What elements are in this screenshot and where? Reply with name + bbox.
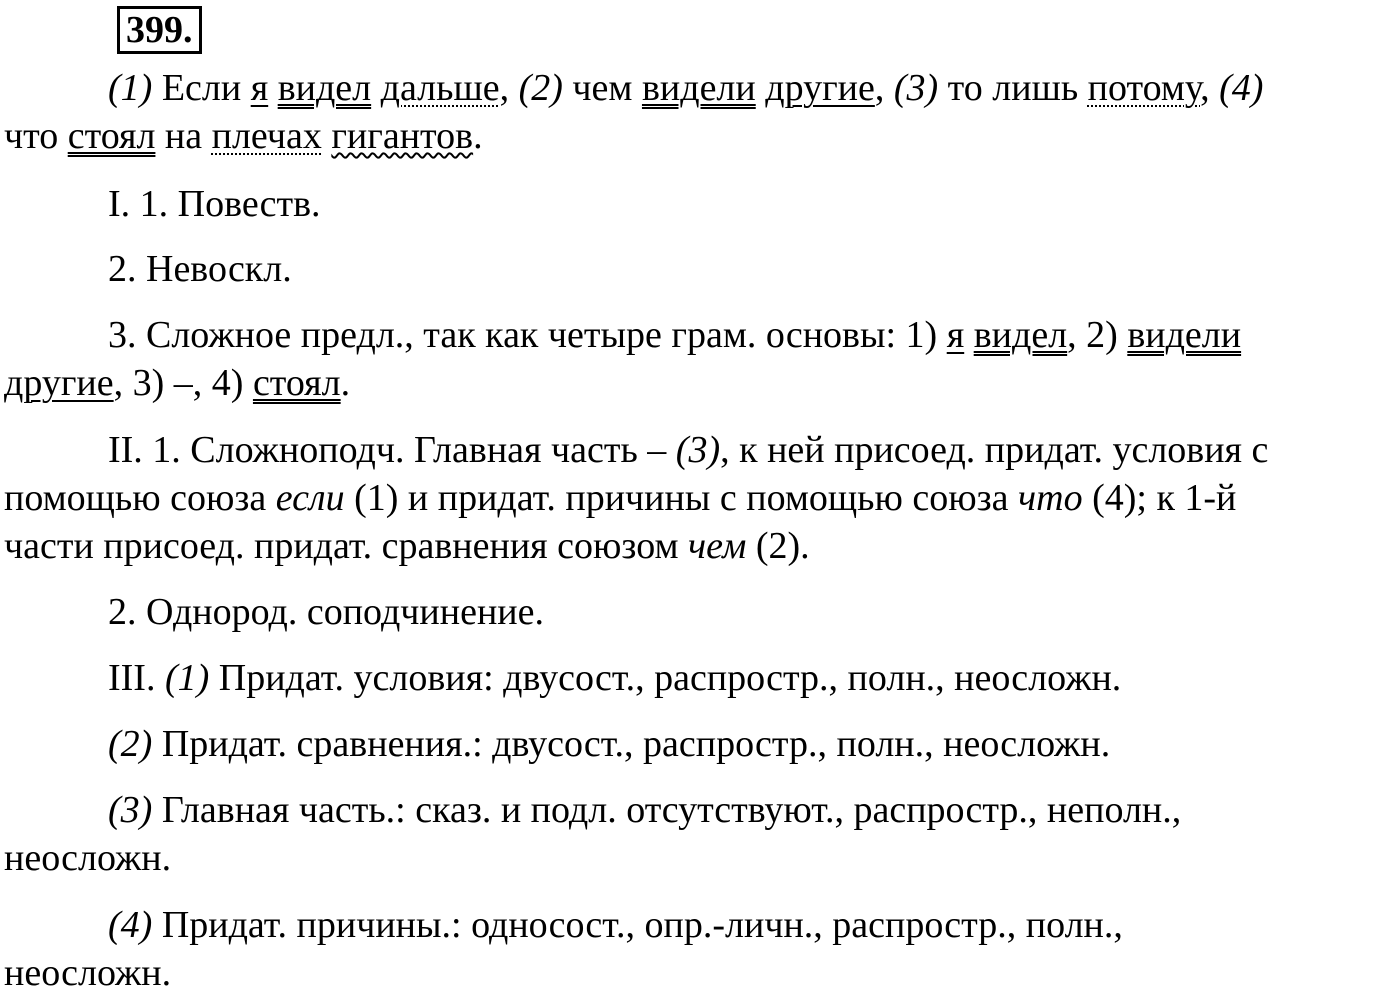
analysis-p4-line-2 bbox=[4, 474, 1398, 522]
subject-word: я bbox=[250, 67, 269, 109]
analysis-p1: I. 1. Повеств. bbox=[108, 183, 321, 225]
analysis-p6 bbox=[4, 654, 1398, 702]
sentence bbox=[4, 64, 1398, 160]
subject-word: другие bbox=[4, 362, 114, 404]
analysis-p9 bbox=[4, 901, 1398, 997]
predicate-word: видели bbox=[1127, 314, 1242, 356]
analysis-text: III. bbox=[108, 657, 165, 699]
analysis-p4-line-1 bbox=[4, 426, 1398, 474]
predicate-word: видел bbox=[277, 67, 372, 109]
analysis-text: части присоед. придат. сравнения союзом bbox=[4, 525, 689, 567]
analysis-text bbox=[964, 314, 974, 356]
analysis-p5: 2. Однород. соподчинение. bbox=[108, 591, 544, 633]
analysis-p8 bbox=[4, 786, 1398, 882]
predicate-word: стоял bbox=[67, 115, 156, 157]
sentence-text bbox=[371, 67, 381, 109]
sentence-text: то лишь bbox=[938, 67, 1088, 109]
clause-number-4: (4) bbox=[1219, 67, 1264, 109]
exercise-number: 399. bbox=[117, 6, 202, 54]
sentence-text: на bbox=[155, 115, 212, 157]
analysis-p3-line-1 bbox=[4, 311, 1398, 359]
subject-word: другие bbox=[765, 67, 875, 109]
clause-number-1: (1) bbox=[108, 67, 153, 109]
analysis-text: Придат. условия: двусост., распростр., полн., неосложн. bbox=[209, 657, 1122, 699]
analysis-text: , к ней присоед. придат. условия с bbox=[720, 429, 1269, 471]
analysis-text: (2). bbox=[746, 525, 810, 567]
clause-number-ref: (2) bbox=[108, 723, 153, 765]
analysis-text: 3. Сложное предл., так как четыре грам. основы: 1) bbox=[108, 314, 947, 356]
clause-number-ref: (3) bbox=[675, 429, 721, 471]
sentence-text: . bbox=[473, 115, 483, 157]
analysis-p8-line-1 bbox=[4, 786, 1398, 834]
analysis-p4 bbox=[4, 426, 1398, 570]
predicate-word: стоял bbox=[252, 362, 341, 404]
clause-number-ref: (4) bbox=[108, 904, 153, 946]
adverbial-word: потому bbox=[1087, 67, 1201, 109]
analysis-text: помощью союза bbox=[4, 477, 276, 519]
sentence-text: , bbox=[1200, 67, 1220, 109]
clause-number-3: (3) bbox=[893, 67, 939, 109]
predicate-word: видел bbox=[973, 314, 1068, 356]
clause-number-ref: (1) bbox=[164, 657, 210, 699]
analysis-text: Придат. сравнения.: двусост., распростр., полн., неосложн. bbox=[152, 723, 1111, 765]
sentence-text: чем bbox=[562, 67, 642, 109]
clause-number-2: (2) bbox=[518, 67, 563, 109]
sentence-text: , bbox=[874, 67, 894, 109]
analysis-p9-line-1 bbox=[4, 901, 1398, 949]
analysis-text: , 3) –, 4) bbox=[113, 362, 253, 404]
analysis-p9-line-2: неосложн. bbox=[4, 952, 172, 994]
sentence-text bbox=[756, 67, 766, 109]
adverbial-word: плечах bbox=[211, 115, 322, 157]
conjunction-word: если bbox=[275, 477, 345, 519]
analysis-text: , 2) bbox=[1067, 314, 1128, 356]
attribute-word: гигантов bbox=[331, 115, 474, 157]
analysis-text: (1) и придат. причины с помощью союза bbox=[344, 477, 1018, 519]
analysis-text: (4); к 1-й bbox=[1082, 477, 1237, 519]
analysis-text: II. 1. Сложноподч. Главная часть – bbox=[108, 429, 676, 471]
predicate-word: видели bbox=[641, 67, 756, 109]
analysis-p4-line-3 bbox=[4, 522, 1398, 570]
analysis-p3 bbox=[4, 311, 1398, 407]
sentence-text bbox=[322, 115, 332, 157]
analysis-p7 bbox=[4, 720, 1398, 768]
sentence-text: что bbox=[4, 115, 68, 157]
conjunction-word: чем bbox=[688, 525, 747, 567]
analysis-p2: 2. Невоскл. bbox=[108, 248, 292, 290]
analysis-p8-line-2: неосложн. bbox=[4, 837, 172, 879]
sentence-line-2 bbox=[4, 112, 1398, 160]
sentence-line-1 bbox=[4, 64, 1398, 112]
analysis-p3-line-2 bbox=[4, 359, 1398, 407]
sentence-text bbox=[268, 67, 278, 109]
analysis-text: Придат. причины.: односост., опр.-личн., распростр., полн., bbox=[152, 904, 1123, 946]
adverbial-word: дальше bbox=[380, 67, 500, 109]
conjunction-word: что bbox=[1018, 477, 1083, 519]
sentence-text: Если bbox=[152, 67, 251, 109]
clause-number-ref: (3) bbox=[108, 789, 153, 831]
analysis-text: Главная часть.: сказ. и подл. отсутствуют., распростр., неполн., bbox=[152, 789, 1182, 831]
subject-word: я bbox=[946, 314, 965, 356]
sentence-text: , bbox=[499, 67, 519, 109]
analysis-text: . bbox=[340, 362, 351, 404]
